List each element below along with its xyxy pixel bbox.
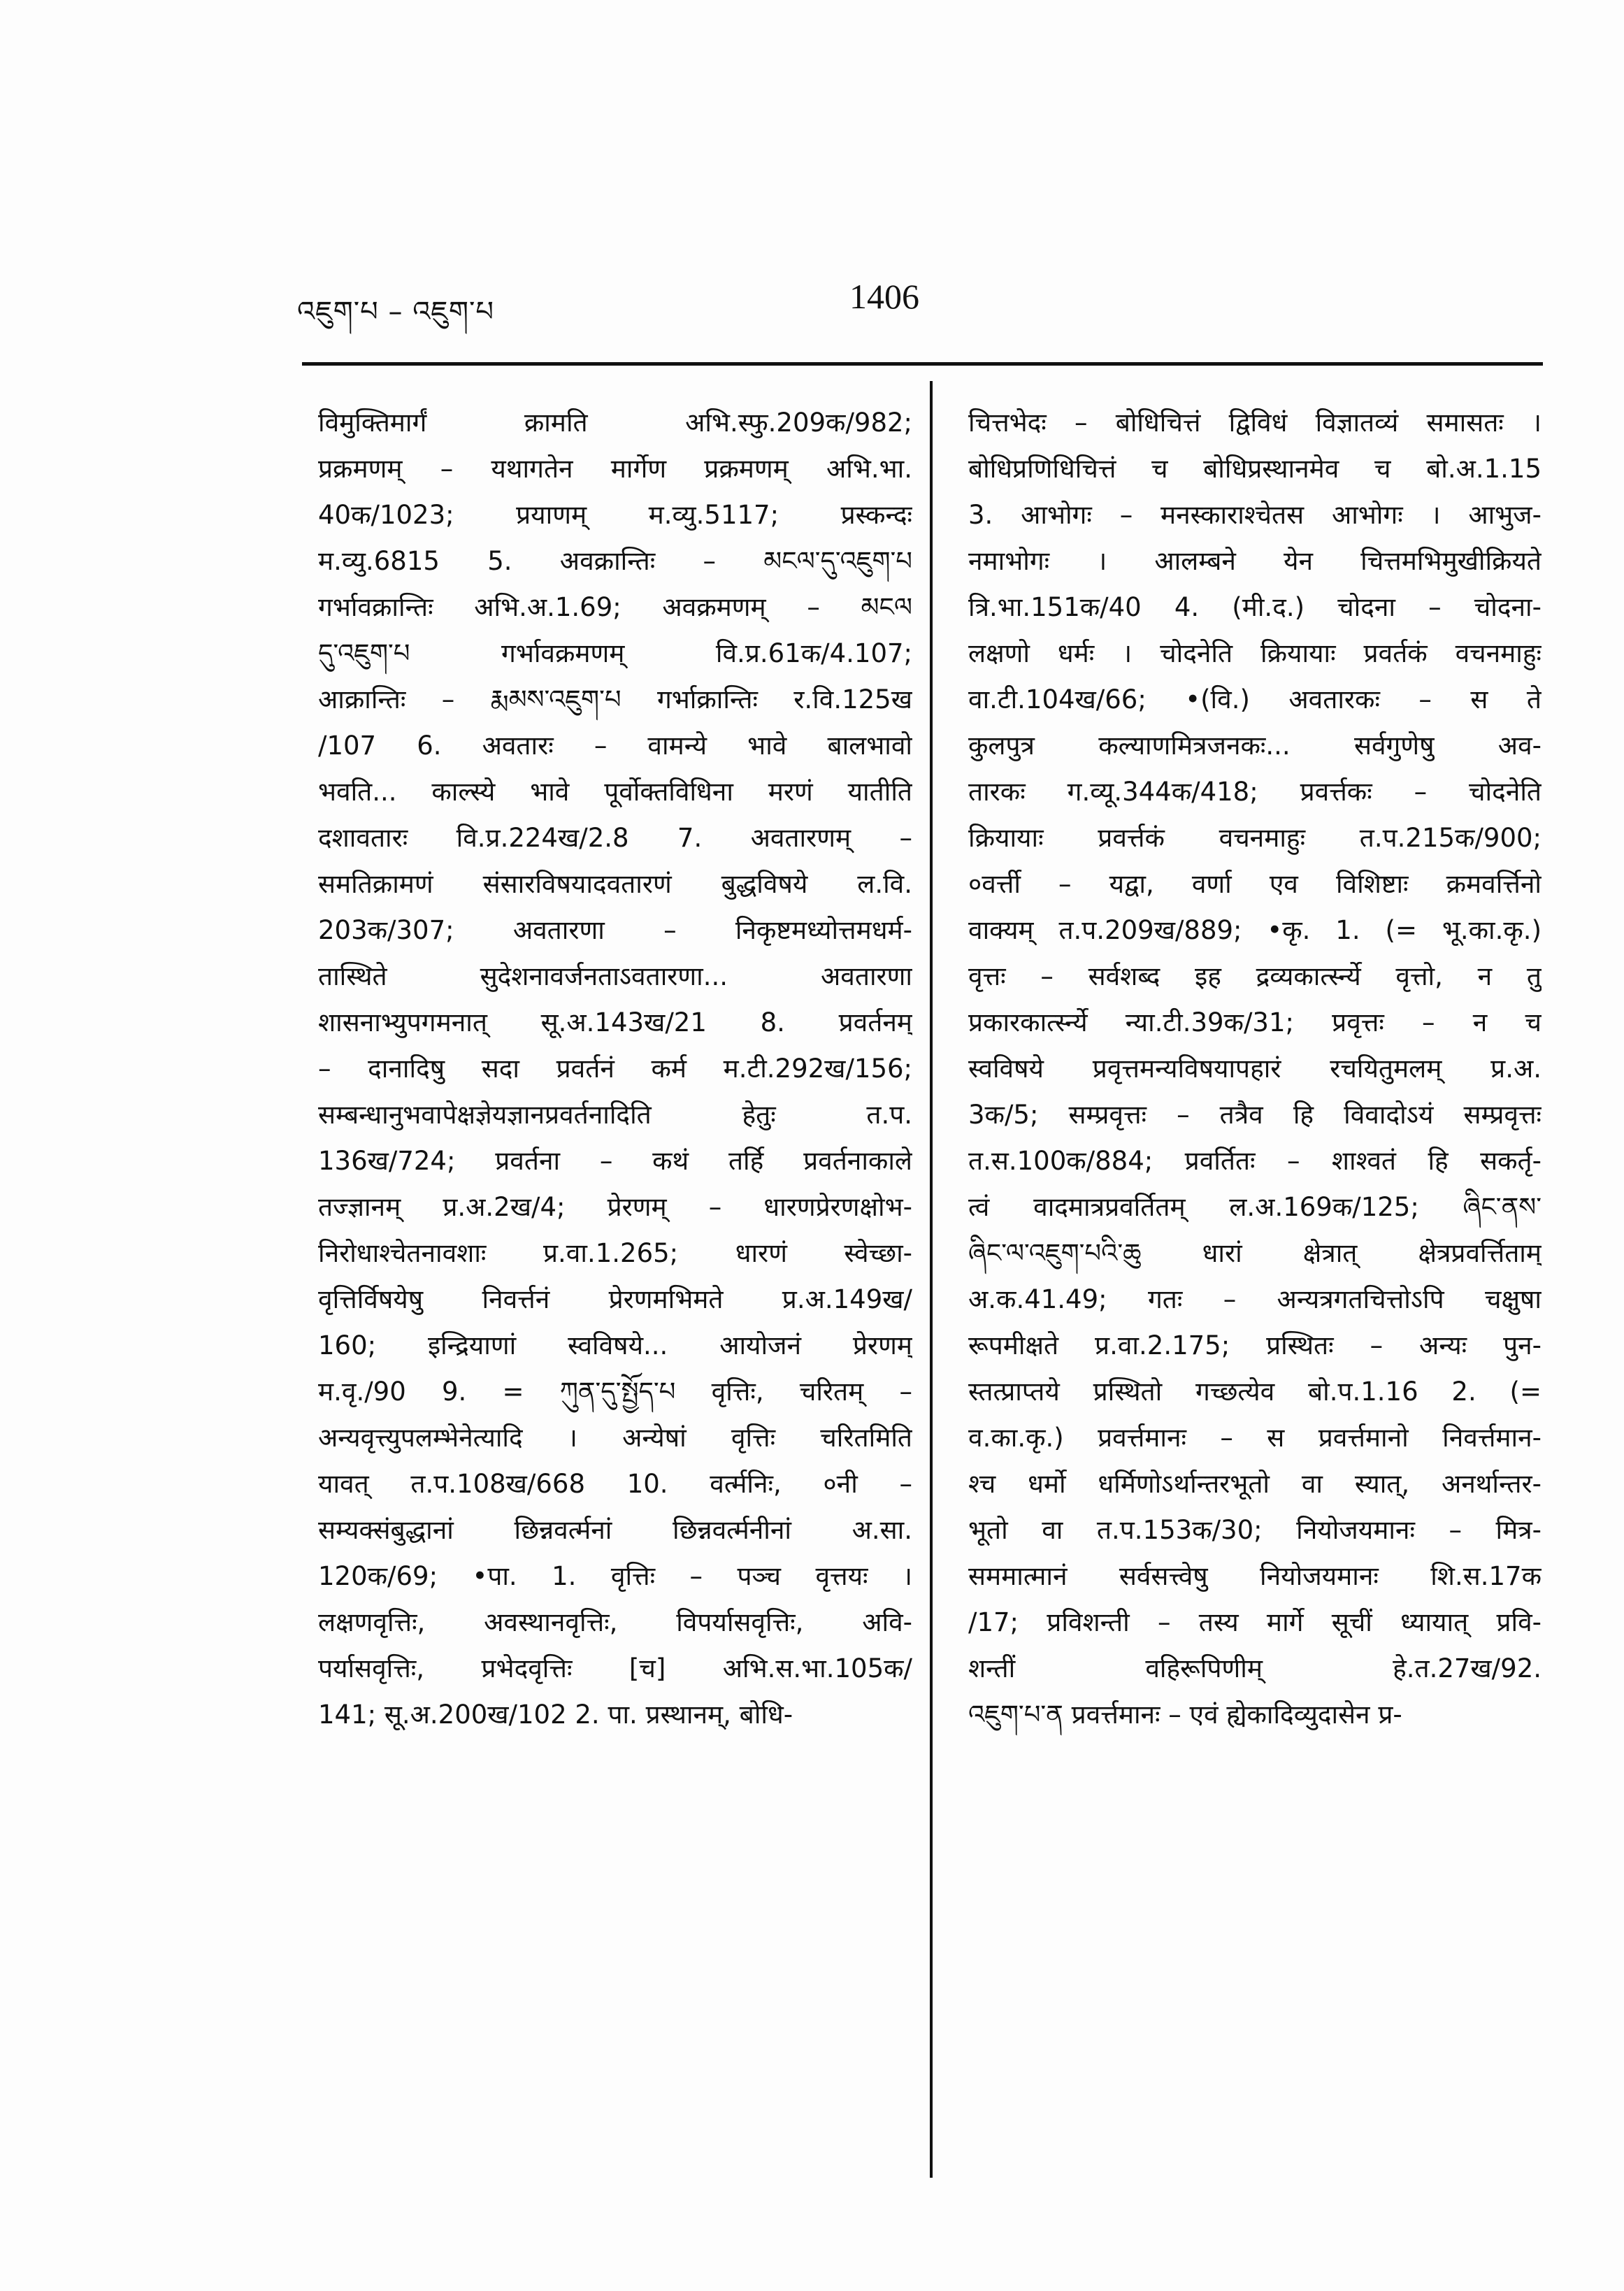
right-column-line: रूपमीक्षते प्र.वा.2.175; प्रस्थितः – अन्यः पुन- — [968, 1330, 1542, 1360]
right-column-line: भूतो वा त.प.153क/30; नियोजयमानः – मित्र- — [968, 1515, 1542, 1545]
right-column-line: /17; प्रविशन्ती – तस्य मार्गे सूचीं ध्यायात् प्रवि- — [968, 1607, 1542, 1637]
right-column-line: शन्तीं वहिरूपिणीम् हे.त.27ख/92. — [968, 1653, 1542, 1683]
right-column-line: सममात्मानं सर्वसत्त्वेषु नियोजयमानः शि.स.17क — [968, 1561, 1542, 1591]
running-head: འཇུག་པ – འཇུག་པ — [297, 296, 495, 328]
right-column-line: बोधिप्रणिधिचित्तं च बोधिप्रस्थानमेव च बो.अ.1.15 — [968, 454, 1542, 484]
left-column-line: समतिक्रामणं संसारविषयादवतारणं बुद्धविषये ल.वि. — [318, 869, 912, 899]
page-number: 1406 — [849, 277, 919, 316]
right-column-line: वृत्तः – सर्वशब्द इह द्रव्यकार्त्स्न्ये वृत्तो, न तु — [968, 961, 1542, 991]
right-column-line: कुलपुत्र कल्याणमित्रजनकः... सर्वगुणेषु अव- — [968, 731, 1542, 761]
left-column-line: विमुक्तिमार्गं क्रामति अभि.स्फु.209क/982; — [318, 408, 912, 438]
column-divider — [930, 381, 933, 2178]
left-column-line: तास्थिते सुदेशनावर्जनताऽवतारणा... अवतारणा — [318, 961, 912, 991]
left-column-line: पर्यासवृत्तिः, प्रभेदवृत्तिः [च] अभि.स.भा.105क/ — [318, 1653, 912, 1683]
left-column-line: अन्यवृत्त्युपलम्भेनेत्यादि । अन्येषां वृत्तिः चरितमिति — [318, 1423, 912, 1453]
right-column-line: श्च धर्मो धर्मिणोऽर्थान्तरभूतो वा स्यात्, अनर्थान्तर- — [968, 1469, 1542, 1499]
left-column-line: शासनाभ्युपगमनात् सू.अ.143ख/21 8. प्रवर्तनम् — [318, 1007, 912, 1037]
right-column-line: चित्तभेदः – बोधिचित्तं द्विविधं विज्ञातव्यं समासतः । — [968, 408, 1542, 438]
header-rule — [302, 362, 1543, 366]
left-column-line: वृत्तिर्विषयेषु निवर्त्तनं प्रेरणमभिमते प्र.अ.149ख/ — [318, 1284, 912, 1314]
left-column-line: लक्षणवृत्तिः, अवस्थानवृत्तिः, विपर्यासवृत्तिः, अवि- — [318, 1607, 912, 1637]
left-column-line: 40क/1023; प्रयाणम् म.व्यु.5117; प्रस्कन्दः — [318, 500, 912, 530]
left-column-line: /107 6. अवतारः – वामन्ये भावे बालभावो — [318, 731, 912, 761]
left-column-line: 136ख/724; प्रवर्तना – कथं तर्हि प्रवर्तनाकाले — [318, 1146, 912, 1176]
right-column-line: ०वर्त्ती – यद्वा, वर्णा एव विशिष्टाः क्रमवर्त्तिनो — [968, 869, 1542, 899]
left-column-line: सम्यक्संबुद्धानां छिन्नवर्त्मनां छिन्नवर्त्मनीनां अ.सा. — [318, 1515, 912, 1545]
right-column-line: 3क/5; सम्प्रवृत्तः – तत्रैव हि विवादोऽयं सम्प्रवृत्तः — [968, 1100, 1542, 1130]
right-column-line: व.का.कृ.) प्रवर्त्तमानः – स प्रवर्त्तमानो निवर्त्तमान- — [968, 1423, 1542, 1453]
left-column-line: निरोधाश्चेतनावशाः प्र.वा.1.265; धारणं स्वेच्छा- — [318, 1238, 912, 1268]
right-column-line: འཇུག་པ་ན प्रवर्त्तमानः – एवं ह्येकादिव्युदासेन प्र- — [968, 1700, 1402, 1730]
left-column-line: प्रक्रमणम् – यथागतेन मार्गेण प्रक्रमणम् अभि.भा. — [318, 454, 912, 484]
left-column-line: यावत् त.प.108ख/668 10. वर्त्मनिः, ०नी – — [318, 1469, 912, 1499]
right-column-line: त्वं वादमात्रप्रवर्तितम् ल.अ.169क/125; ཞིང་ནས་ — [968, 1192, 1542, 1222]
right-column-line: त.स.100क/884; प्रवर्तितः – शाश्वतं हि सकर्तृ- — [968, 1146, 1542, 1176]
right-column — [968, 400, 1542, 1738]
left-column-line: म.वृ./90 9. = ཀུན་དུ་སྤྱོད་པ वृत्तिः, चरितम् – — [318, 1377, 912, 1407]
right-column-line: वा.टी.104ख/66; •(वि.) अवतारकः – स ते — [968, 684, 1542, 714]
right-column-line: अ.क.41.49; गतः – अन्यत्रगतचित्तोऽपि चक्षुषा — [968, 1284, 1542, 1314]
right-column-line: क्रियायाः प्रवर्त्तकं वचनमाहुः त.प.215क/900; — [968, 823, 1542, 853]
right-column-line: ཞིང་ལ་འཇུག་པའི་ཆུ धारां क्षेत्रात् क्षेत्रप्रवर्त्तिताम् — [968, 1238, 1542, 1268]
left-column-line: 141; सू.अ.200ख/102 2. पा. प्रस्थानम्, बोधि- — [318, 1700, 793, 1730]
right-column-line: लक्षणो धर्मः । चोदनेति क्रियायाः प्रवर्तकं वचनमाहुः — [968, 638, 1542, 668]
right-column-line: वाक्यम् त.प.209ख/889; •कृ. 1. (= भू.का.कृ.) — [968, 915, 1542, 945]
left-column-line: དུ་འཇུག་པ गर्भावक्रमणम् वि.प्र.61क/4.107; — [318, 638, 912, 668]
left-column-line: भवति... काल्स्ये भावे पूर्वोक्तविधिना मरणं यातीति — [318, 777, 912, 807]
right-column-line: स्वविषये प्रवृत्तमन्यविषयापहारं रचयितुमलम् प्र.अ. — [968, 1054, 1542, 1084]
right-column-line: तारकः ग.व्यू.344क/418; प्रवर्त्तकः – चोदनेति — [968, 777, 1542, 807]
left-column-line: दशावतारः वि.प्र.224ख/2.8 7. अवतारणम् – — [318, 823, 912, 853]
left-column-line: – दानादिषु सदा प्रवर्तनं कर्म म.टी.292ख/156; — [318, 1054, 912, 1084]
right-column-line: त्रि.भा.151क/40 4. (मी.द.) चोदना – चोदना- — [968, 592, 1542, 622]
left-column-line: तज्ज्ञानम् प्र.अ.2ख/4; प्रेरणम् – धारणप्रेरणक्षोभ- — [318, 1192, 912, 1222]
left-column-line: 203क/307; अवतारणा – निकृष्टमध्योत्तमधर्म- — [318, 915, 912, 945]
left-column-line: आक्रान्तिः – རྨམས་འཇུག་པ गर्भाक्रान्तिः र.वि.125ख — [318, 684, 912, 714]
right-column-line: 3. आभोगः – मनस्काराश्चेतस आभोगः । आभुज- — [968, 500, 1542, 530]
left-column-line: 120क/69; •पा. 1. वृत्तिः – पञ्च वृत्तयः । — [318, 1561, 912, 1591]
right-column-line: स्तत्प्राप्तये प्रस्थितो गच्छत्येव बो.प.1.16 2. (= — [968, 1377, 1542, 1407]
left-column-line: म.व्यु.6815 5. अवक्रान्तिः – མངལ་དུ་འཇུག་པ — [318, 546, 912, 576]
right-column-line: नमाभोगः । आलम्बने येन चित्तमभिमुखीक्रियते — [968, 546, 1542, 576]
left-column — [318, 400, 912, 1738]
right-column-line: प्रकारकार्त्स्न्ये न्या.टी.39क/31; प्रवृत्तः – न च — [968, 1007, 1542, 1037]
left-column-line: गर्भावक्रान्तिः अभि.अ.1.69; अवक्रमणम् – མངལ — [318, 592, 912, 622]
left-column-line: सम्बन्धानुभवापेक्षज्ञेयज्ञानप्रवर्तनादिति हेतुः त.प. — [318, 1100, 912, 1130]
left-column-line: 160; इन्द्रियाणां स्वविषये... आयोजनं प्रेरणम् — [318, 1330, 912, 1360]
